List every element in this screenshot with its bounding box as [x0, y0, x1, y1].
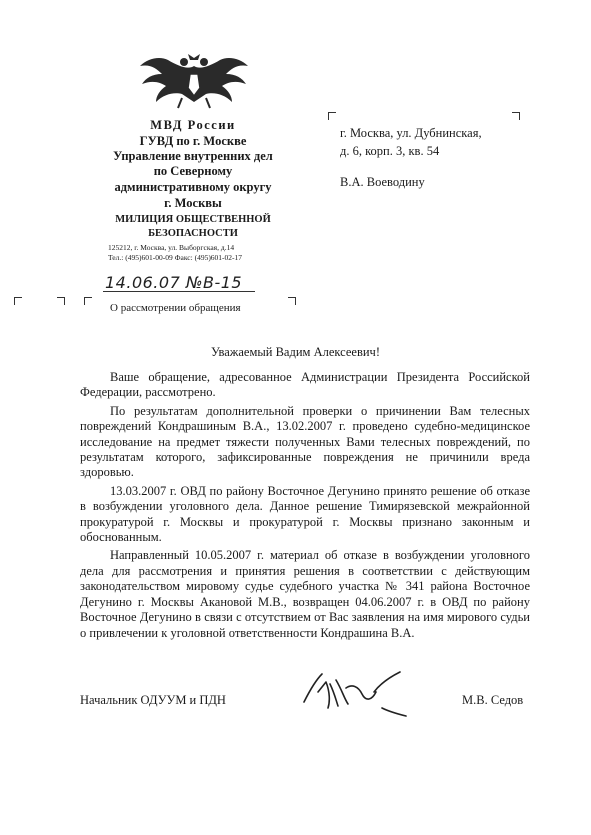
letter-body [80, 370, 530, 644]
recipient-corner-mark [512, 112, 520, 120]
registration-underline [103, 291, 255, 292]
subject-corner-mark [14, 297, 22, 305]
subject-corner-mark [288, 297, 296, 305]
org-phone-fax: Тел.: (495)601-00-09 Факс: (495)601-02-17 [108, 253, 243, 262]
org-line-1: МВД России [150, 118, 236, 132]
signatory-name: М.В. Седов [462, 693, 524, 707]
recipient-name: В.А. Воеводину [340, 175, 425, 189]
org-line-3: Управление внутренних дел [113, 149, 273, 163]
salutation: Уважаемый Вадим Алексеевич! [211, 345, 380, 359]
org-line-5: административному округу [114, 180, 272, 194]
org-line-4: по Северному [153, 164, 233, 178]
handwritten-signature-icon [296, 662, 416, 722]
paragraph: По результатам дополнительной проверки о причинении Вам телесных повреждений Кондрашиным В.А., 13.02.2007 г. проведено судебно-медицинское исследование на предмет тяжести полученных Вами телесных повреждений, по результатам которого, зафиксированные повреждения не причинили вреда здоровью. [80, 403, 530, 480]
paragraph: 13.03.2007 г. ОВД по району Восточное Дегунино принято решение об отказе в возбуждении уголовного дела. Данное решение Тимирязевской межрайонной прокуратурой г. Москвы и прокуратурой г. Москвы признано законным и обоснованным. [80, 483, 530, 545]
subject-corner-mark [57, 297, 65, 305]
org-line-6: г. Москвы [164, 196, 222, 210]
subject-line: О рассмотрении обращения [110, 302, 241, 314]
org-line-8: БЕЗОПАСНОСТИ [148, 228, 238, 239]
signatory-title: Начальник ОДУУМ и ПДН [80, 693, 226, 707]
paragraph: Направленный 10.05.2007 г. материал об отказе в возбуждении уголовного дела для рассмотрения и принятия решения в соответствии с действующим законодательством мировому судье судебного участка № 341 района Восточное Дегунино г. Москвы Акановой М.В., возвращен 04.06.2007 г. в ОВД по району Восточное Дегунино в связи с отсутствием от Вас заявления на имя мирового судьи о привлечении к уголовной ответственности Кондрашина В.А. [80, 548, 530, 640]
org-line-7: МИЛИЦИЯ ОБЩЕСТВЕННОЙ [115, 214, 271, 225]
recipient-corner-mark [328, 112, 336, 120]
paragraph: Ваше обращение, адресованное Администрации Президента Российской Федерации, рассмотрено. [80, 370, 530, 400]
recipient-address-line-1: г. Москва, ул. Дубнинская, [340, 126, 482, 140]
subject-corner-mark [84, 297, 92, 305]
org-address: 125212, г. Москва, ул. Выборгская, д.14 [108, 243, 235, 252]
org-line-2: ГУВД по г. Москве [139, 134, 247, 148]
eagle-emblem-icon [138, 52, 250, 110]
recipient-address-line-2: д. 6, корп. 3, кв. 54 [340, 144, 440, 158]
registration-number: 14.06.07 №В-15 [105, 273, 243, 292]
